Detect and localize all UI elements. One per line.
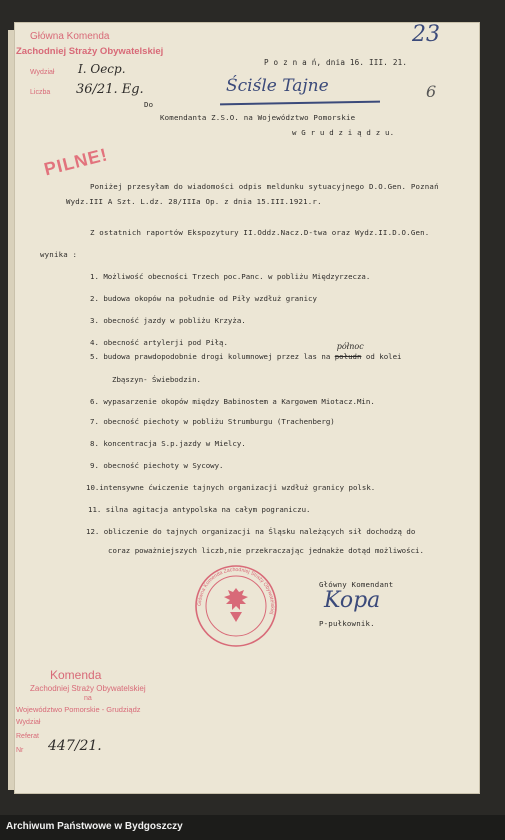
- list-item-8: 8. koncentracja S.p.jazdy w Mielcy.: [90, 439, 246, 448]
- list-item-5-correction: [334, 342, 364, 361]
- list-item-1: 1. Możliwość obecności Trzech poc.Panc. w pobliżu Międzyrzecza.: [90, 272, 371, 281]
- bottom-stamp-line2: Zachodniej Straży Obywatelskiej: [30, 684, 146, 693]
- bottom-stamp-referat: Referat: [16, 733, 39, 740]
- header-stamp-wydzial-value: I. Oecp.: [78, 62, 126, 76]
- header-stamp-line2: Zachodniej Straży Obywatelskiej: [16, 46, 164, 57]
- archive-name: Archiwum Państwowe w Bydgoszczy: [6, 821, 183, 832]
- addressee-line2: w G r u d z i ą d z u.: [292, 128, 395, 137]
- place-date: P o z n a ń, dnia 16. III. 21.: [264, 58, 408, 67]
- list-item-5-tail: od kolei: [365, 352, 402, 361]
- secret-underline: [220, 101, 380, 105]
- secret-handwritten: Ściśle Tajne: [226, 76, 329, 96]
- bottom-stamp-wydzial: Wydział: [16, 719, 41, 726]
- list-item-11: 11. silna agitacja antypolska na całym pograniczu.: [88, 505, 311, 514]
- list-item-12: 12. obliczenie do tajnych organizacji na Śląsku należących sił dochodzą do: [86, 527, 416, 536]
- header-stamp-wydzial-label: Wydział: [30, 69, 55, 76]
- signature-rank: P-pułkownik.: [319, 619, 375, 628]
- body-p1-line2: Wydz.III A Szt. L.dz. 28/IIIa Op. z dnia 15.III.1921.r.: [66, 197, 322, 206]
- round-stamp-text: Główna Komenda Zachodniej Straży Obywatelskiej: [196, 566, 276, 615]
- list-item-9: 9. obecność piechoty w Sycowy.: [90, 461, 224, 470]
- list-item-5-text: 5. budowa prawdopodobnie drogi kolumnowej przez las na: [90, 352, 331, 361]
- header-stamp-liczba-label: Liczba: [30, 89, 51, 96]
- signature-handwritten: Kopa: [324, 588, 381, 613]
- bottom-stamp-nr-label: Nr: [16, 747, 24, 754]
- signature-role: Główny Komendant: [319, 580, 394, 589]
- pilne-stamp: PILNE!: [42, 144, 110, 180]
- document-page: [14, 22, 480, 794]
- addressee-line1: Komendanta Z.S.O. na Województwo Pomorskie: [160, 113, 356, 122]
- list-item-7: 7. obecność piechoty w pobliżu Strumburgu (Trachenberg): [90, 417, 335, 426]
- header-stamp-liczba-value: 36/21. Eg.: [76, 82, 144, 97]
- list-item-6: 6. wypasarzenie okopów między Babinostem a Kargowem Miotacz.Min.: [90, 397, 375, 406]
- body-p2-line2: wynika :: [40, 250, 78, 259]
- body-p2-line1: Z ostatnich raportów Ekspozytury II.Oddz.Nacz.D-twa oraz Wydz.II.D.O.Gen.: [90, 228, 430, 237]
- list-item-12-cont: coraz poważniejszych liczb,nie przekraczając jednakże dotąd możliwości.: [108, 546, 424, 555]
- list-item-10: 10.intensywne ćwiczenie tajnych organizacji wzdłuż granicy polsk.: [86, 483, 376, 492]
- eagle-emblem-icon: [224, 588, 248, 622]
- archive-footer: [0, 815, 505, 840]
- addressee-do: Do: [144, 100, 154, 109]
- round-stamp: [194, 564, 278, 648]
- bottom-stamp-line4: Województwo Pomorskie - Grudziądz: [16, 705, 141, 714]
- list-item-5-struck: połudn: [334, 352, 362, 361]
- header-stamp-line1: Główna Komenda: [30, 31, 110, 42]
- bottom-stamp-nr-value: 447/21.: [48, 738, 102, 754]
- round-stamp-graphic: [194, 564, 278, 648]
- list-item-5-inserted: północ: [336, 342, 364, 351]
- list-item-3: 3. obecność jazdy w pobliżu Krzyża.: [90, 316, 246, 325]
- bottom-stamp-line3: na: [84, 695, 92, 702]
- page-number: 23: [412, 22, 440, 47]
- margin-mark: 6: [426, 82, 437, 101]
- bottom-stamp-line1: Komenda: [50, 668, 102, 682]
- list-item-5-cont: Zbąszyn- Świebodzin.: [112, 375, 201, 384]
- list-item-4: 4. obecność artylerji pod Piłą.: [90, 338, 228, 347]
- list-item-2: 2. budowa okopów na południe od Piły wzdłuż granicy: [90, 294, 317, 303]
- body-p1-line1: Poniżej przesyłam do wiadomości odpis meldunku sytuacyjnego D.O.Gen. Poznań: [90, 182, 439, 191]
